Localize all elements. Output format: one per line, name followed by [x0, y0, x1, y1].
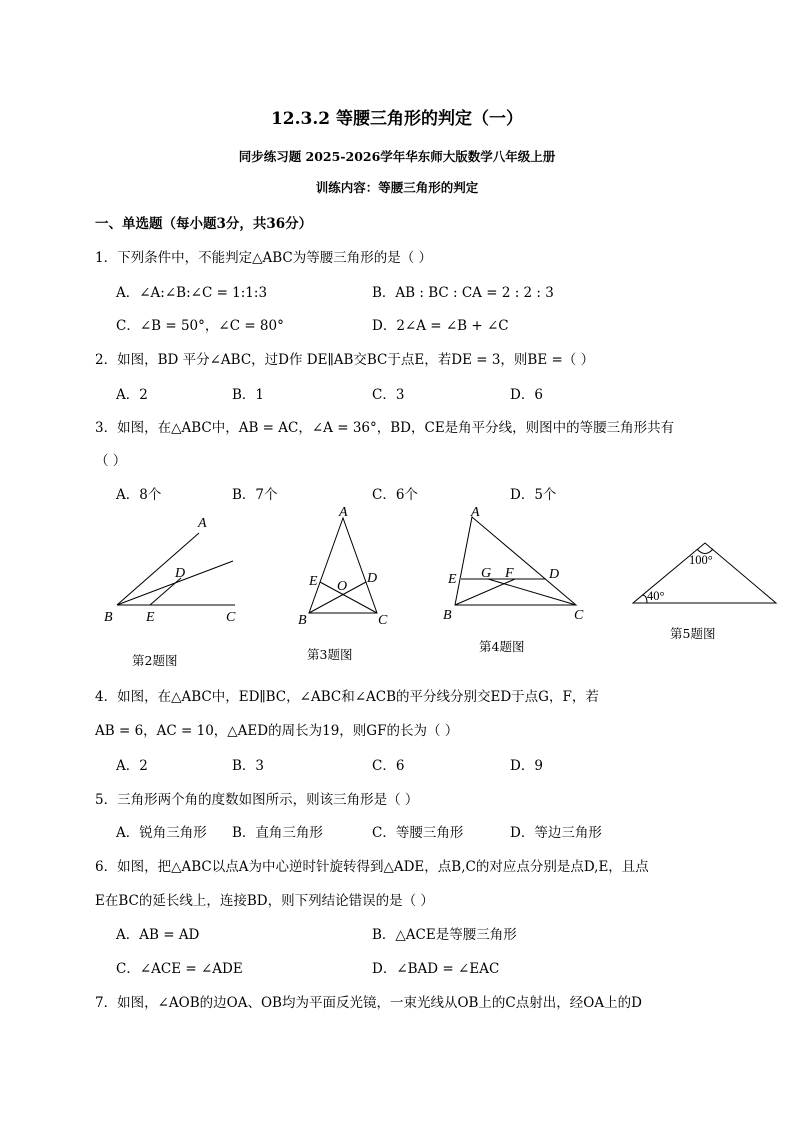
q1-option-b: B．AB : BC : CA = 2 : 2 : 3	[372, 285, 554, 301]
fig3-label-b: B	[298, 613, 307, 628]
q4-option-d: D．9	[510, 758, 543, 774]
q4-option-a: A．2	[116, 758, 148, 774]
fig4-label-c: C	[574, 608, 584, 623]
q6-option-d: D．∠BAD = ∠EAC	[372, 961, 500, 977]
fig3-caption: 第3题图	[307, 647, 353, 662]
q3-stem-cont: （ ）	[95, 453, 127, 469]
q4-stem: 4．如图，在△ABC中，ED∥BC，∠ABC和∠ACB的平分线分别交ED于点G，F，若	[95, 689, 599, 705]
q4-stem-cont: AB = 6，AC = 10，△AED的周长为19，则GF的长为（ ）	[95, 723, 459, 739]
fig5-caption: 第5题图	[670, 626, 716, 641]
fig4-caption: 第4题图	[479, 639, 525, 654]
q3-option-c: C．6个	[372, 487, 418, 503]
q1-option-a: A．∠A:∠B:∠C = 1:1:3	[116, 285, 268, 301]
q1-option-c: C．∠B = 50°，∠C = 80°	[116, 318, 284, 334]
fig3-label-c: C	[378, 613, 388, 628]
fig2-label-c: C	[226, 610, 236, 625]
q1-stem: 1．下列条件中，不能判定△ABC为等腰三角形的是（ ）	[95, 250, 433, 266]
figure-4	[455, 517, 576, 605]
page-subtitle: 同步练习题 2025-2026学年华东师大版数学八年级上册	[238, 149, 556, 164]
q1-option-d: D．2∠A = ∠B + ∠C	[372, 318, 509, 334]
fig3-label-a: A	[339, 505, 348, 520]
q3-stem: 3．如图，在△ABC中，AB = AC，∠A = 36°，BD，CE是角平分线，则图中的等腰三角形共有	[95, 420, 675, 436]
fig4-label-b: B	[443, 608, 452, 623]
fig5-angle-left: 40°	[647, 589, 665, 603]
fig2-caption: 第2题图	[132, 653, 178, 668]
fig5-angle-top: 100°	[689, 553, 713, 567]
q2-option-d: D．6	[510, 387, 543, 403]
q3-option-b: B．7个	[232, 487, 278, 503]
q3-option-a: A．8个	[116, 487, 162, 503]
q6-stem: 6．如图，把△ABC以点A为中心逆时针旋转得到△ADE，点B,C的对应点分别是点D,E，且点	[95, 859, 649, 875]
fig4-label-f: F	[505, 566, 514, 581]
q6-option-b: B．△ACE是等腰三角形	[372, 927, 517, 943]
q7-stem: 7．如图，∠AOB的边OA、OB均为平面反光镜，一束光线从OB上的C点射出，经OA上的D	[95, 995, 642, 1011]
q6-option-c: C．∠ACE = ∠ADE	[116, 961, 243, 977]
q5-stem: 5．三角形两个角的度数如图所示，则该三角形是（ ）	[95, 792, 419, 808]
figures-row	[0, 500, 794, 675]
fig3-label-d: D	[367, 571, 378, 586]
fig4-label-e: E	[448, 572, 457, 587]
fig2-label-d: D	[175, 566, 186, 581]
fig4-label-g: G	[481, 566, 492, 581]
fig3-label-o: O	[337, 579, 348, 594]
q6-option-a: A．AB = AD	[116, 927, 200, 943]
q2-option-b: B．1	[232, 387, 265, 403]
q3-option-d: D．5个	[510, 487, 557, 503]
fig2-label-e: E	[146, 610, 155, 625]
figure-3	[309, 518, 377, 613]
fig4-label-d: D	[549, 567, 560, 582]
q4-option-b: B．3	[232, 758, 265, 774]
page-title: 12.3.2 等腰三角形的判定（一）	[270, 109, 524, 129]
fig4-label-a: A	[471, 505, 480, 520]
q2-option-c: C．3	[372, 387, 405, 403]
training-content: 训练内容：等腰三角形的判定	[315, 180, 479, 195]
q5-option-a: A．锐角三角形	[116, 825, 207, 841]
fig2-label-b: B	[104, 610, 113, 625]
q5-option-c: C．等腰三角形	[372, 825, 464, 841]
q5-option-b: B．直角三角形	[232, 825, 323, 841]
q2-stem: 2．如图，BD 平分∠ABC，过D作 DE∥AB交BC于点E，若DE = 3，则BE =（ ）	[95, 352, 595, 368]
q4-option-c: C．6	[372, 758, 405, 774]
fig3-label-e: E	[309, 574, 318, 589]
q5-option-d: D．等边三角形	[510, 825, 602, 841]
section-heading: 一、单选题（每小题3分，共36分）	[95, 216, 313, 232]
fig2-label-a: A	[198, 516, 207, 531]
q2-option-a: A．2	[116, 387, 148, 403]
q6-stem-cont: E在BC的延长线上，连接BD，则下列结论错误的是（ ）	[95, 893, 434, 909]
